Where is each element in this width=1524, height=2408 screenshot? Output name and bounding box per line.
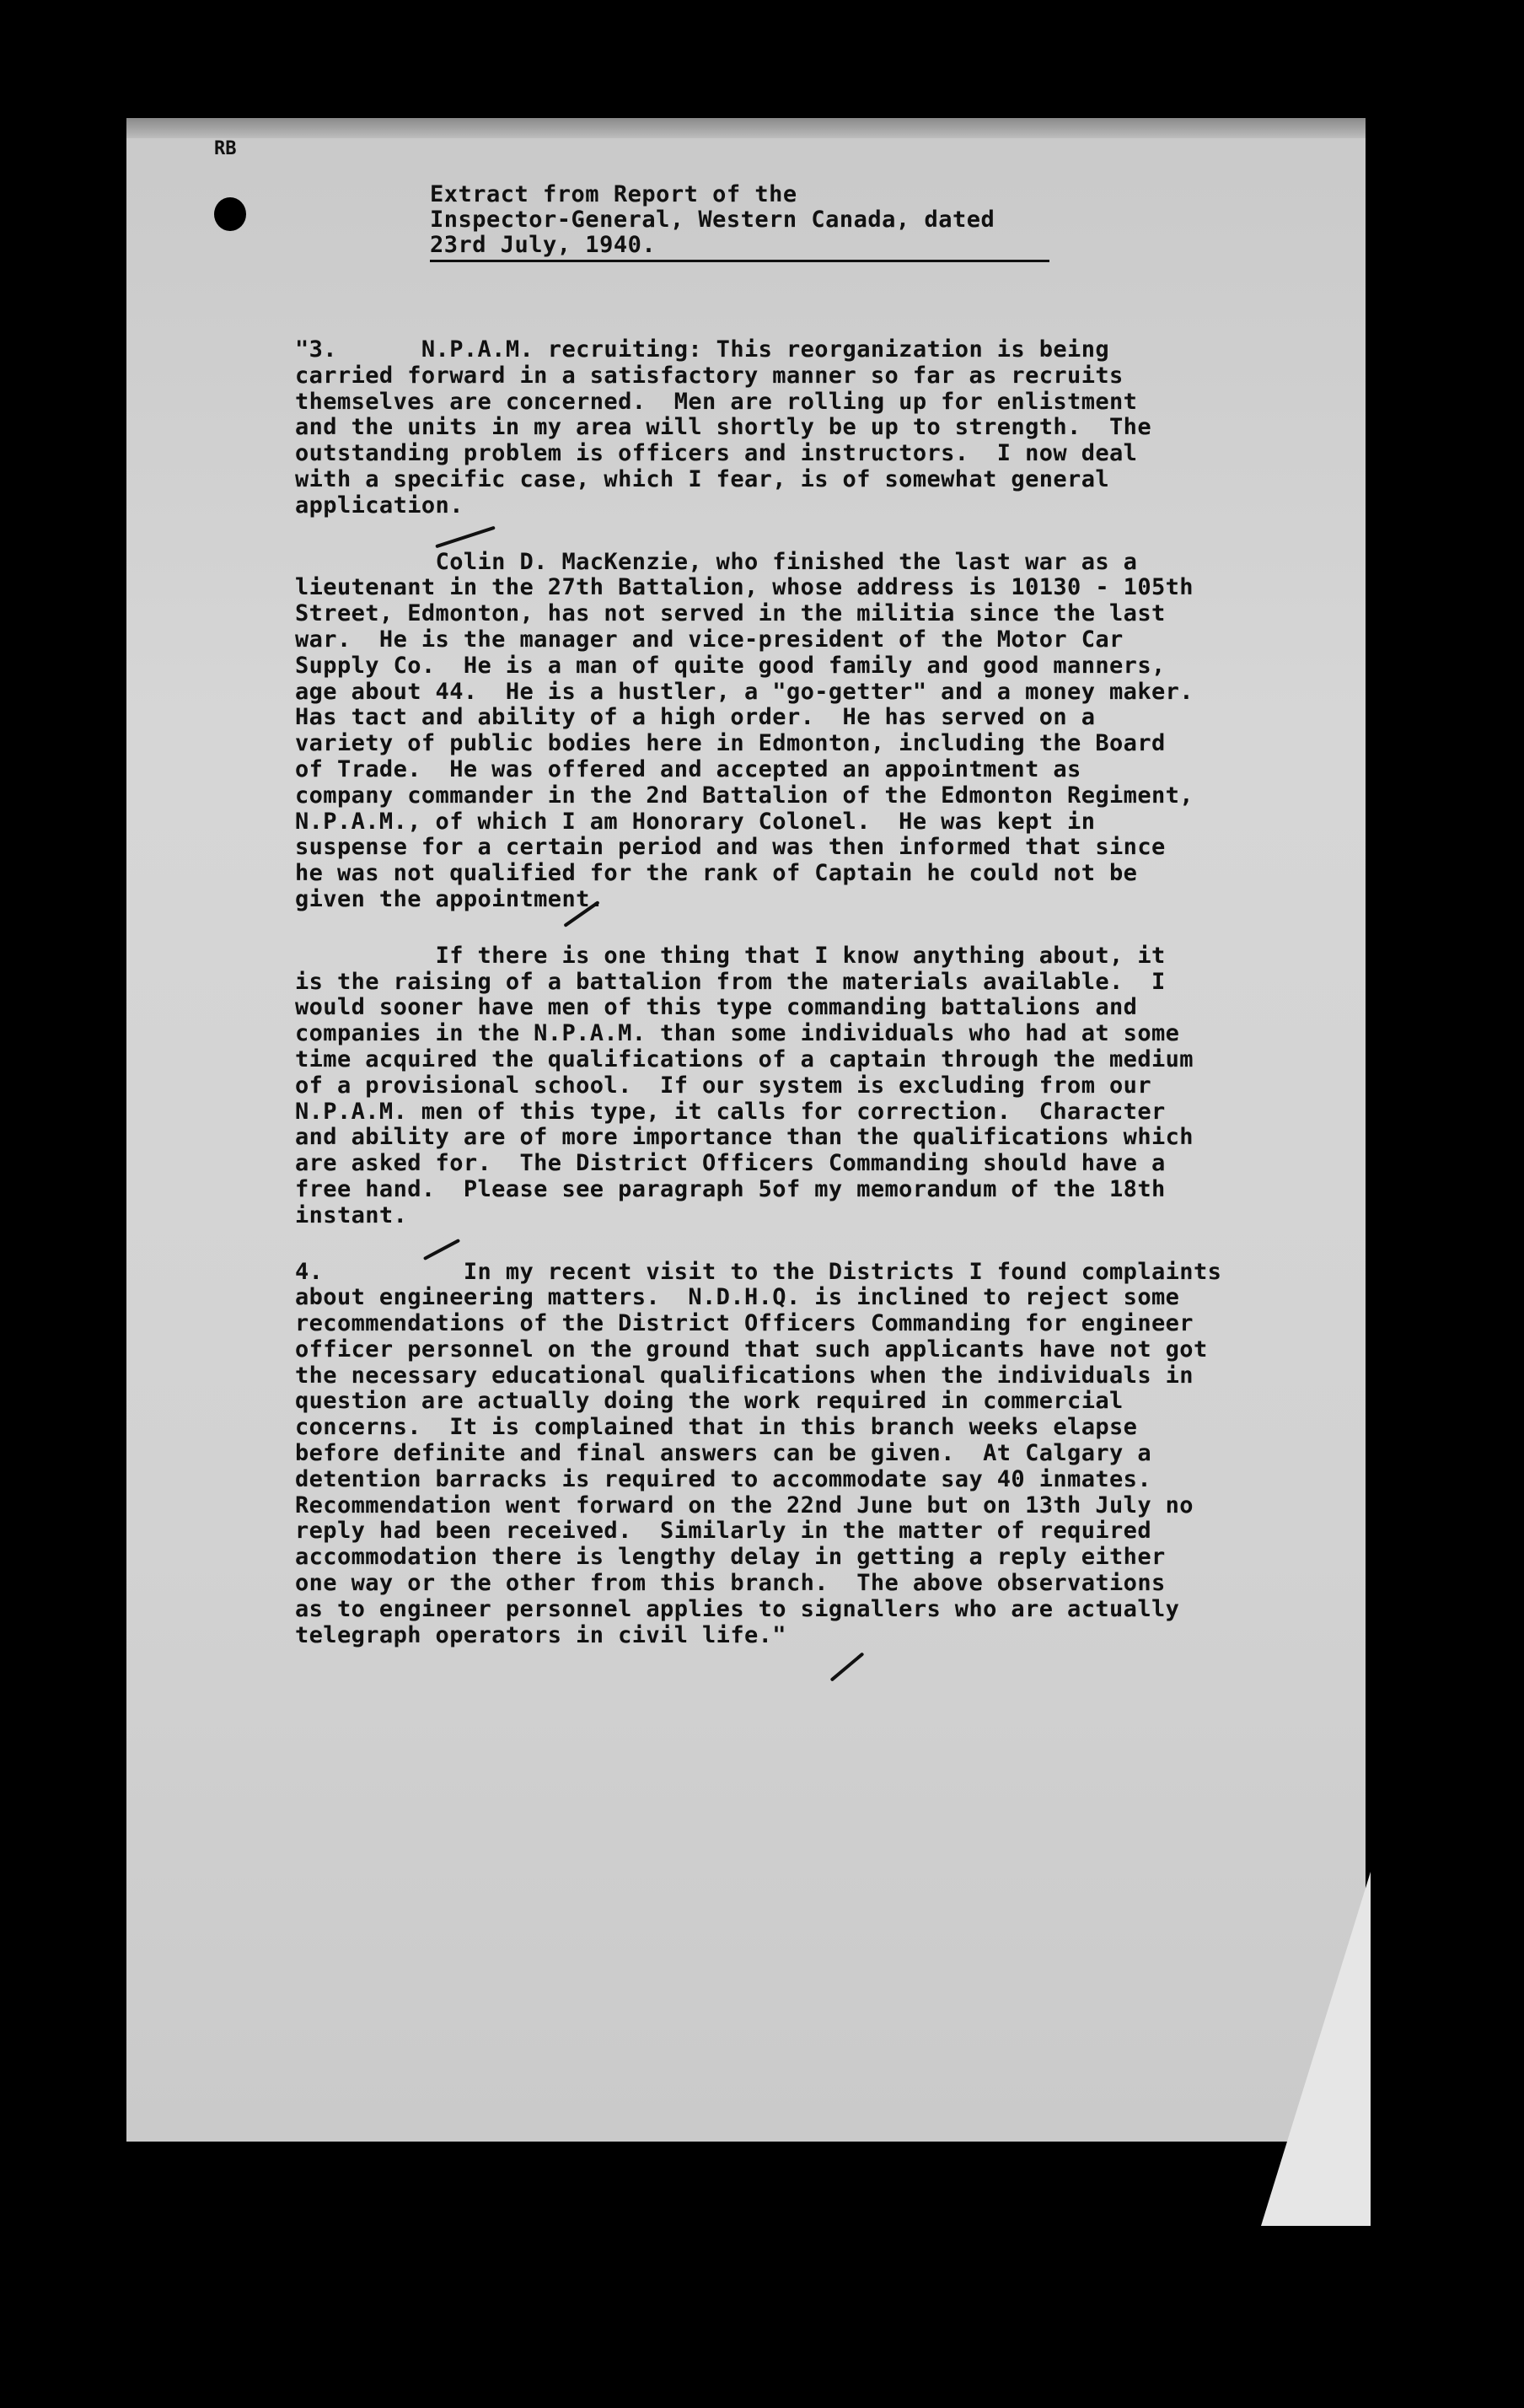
- header-line-2: Inspector-General, Western Canada, dated: [430, 207, 995, 233]
- paragraph-battalion-raising: If there is one thing that I know anything about, it is the raising of a battalion from the materials available. I would sooner have men of this type commanding battalions and companies in the N.P.A.M. than some individuals who had at some time acquired the qualifications of a captain through the medium of a provisional school. If our system is excluding from our N.P.A.M. men of this type, it calls for correction. Character and ability are of more importance than the qualifications which are asked for. The District Officers Commanding should have a free hand. Please see paragraph 5of my memorandum of the 18th instant.: [295, 942, 1194, 1228]
- document-page: [126, 118, 1366, 2142]
- header-line-1: Extract from Report of the: [430, 181, 797, 207]
- folded-corner: [1261, 1872, 1371, 2226]
- punch-hole: [214, 197, 246, 231]
- document-body: [295, 337, 1298, 1648]
- paragraph-3-recruiting: "3. N.P.A.M. recruiting: This reorganization is being carried forward in a satisfactory manner so far as recruits themselves are concerned. Men are rolling up for enlistment and the units in my area will shortly be up to strength. The outstanding problem is officers and instructors. I now deal with a specific case, which I fear, is of somewhat general application.: [295, 336, 1151, 519]
- check-mark: [830, 1652, 865, 1681]
- header-line-3: 23rd July, 1940.: [430, 233, 1049, 262]
- document-header: [430, 182, 1049, 262]
- paragraph-4-engineering: 4. In my recent visit to the Districts I found complaints about engineering matters. N.D.H.Q. is inclined to reject some recommendations of the District Officers Commanding for engineer officer personnel on the ground that such applicants have not got the necessary educational qualifications when the individuals in question are actually doing the work required in commercial concerns. It is complained that in this branch weeks elapse before definite and final answers can be given. At Calgary a detention barracks is required to accommodate say 40 inmates. Recommendation went forward on the 22nd June but on 13th July no reply had been received. Similarly in the matter of required accommodation there is lengthy delay in getting a reply either one way or the other from this branch. The above observations as to engineer personnel applies to signallers who are actually telegraph operators in civil life.": [295, 1258, 1222, 1648]
- initials-mark: RB: [214, 138, 237, 159]
- page-top-edge: [126, 118, 1366, 138]
- paragraph-mackenzie: Colin D. MacKenzie, who finished the last war as a lieutenant in the 27th Battalion, whose address is 10130 - 105th Street, Edmonton, has not served in the militia since the last war. He is the manager and vice-president of the Motor Car Supply Co. He is a man of quite good family and good manners, age about 44. He is a hustler, a "go-getter" and a money maker. Has tact and ability of a high order. He has served on a variety of public bodies here in Edmonton, including the Board of Trade. He was offered and accepted an appointment as company commander in the 2nd Battalion of the Edmonton Regiment, N.P.A.M., of which I am Honorary Colonel. He was kept in suspense for a certain period and was then informed that since he was not qualified for the rank of Captain he could not be given the appointment.: [295, 548, 1194, 912]
